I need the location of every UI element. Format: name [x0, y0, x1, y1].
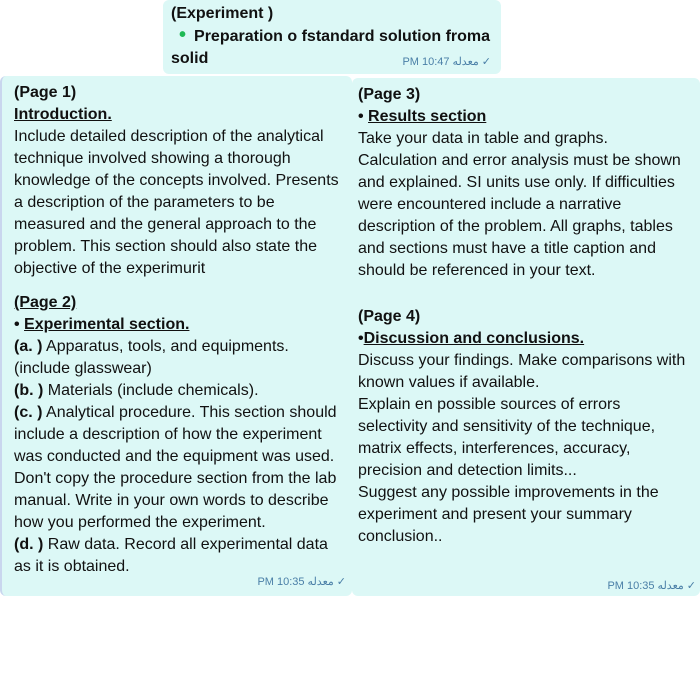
results-line: were encountered include a narrative [358, 196, 622, 213]
item-c [14, 402, 340, 424]
discussion-line: selectivity and sensitivity of the technique, [358, 418, 656, 435]
experimental-heading [14, 314, 340, 336]
item-d-label: (d. ) [14, 536, 44, 553]
message-time: PM 10:35 [257, 575, 305, 588]
bullet-text-continued: solid [171, 50, 209, 67]
discussion-heading-text: Discussion and conclusions. [363, 330, 585, 347]
sent-check-icon: ✓ [481, 56, 491, 68]
experimental-heading-text: Experimental section. [24, 316, 190, 333]
item-a-continued: (include glasswear) [14, 360, 152, 377]
intro-line: objective of the experimurit [14, 260, 206, 277]
message-time: PM 10:35 [607, 579, 655, 592]
heading-bullet-icon: • [358, 330, 364, 347]
message-meta [402, 55, 491, 68]
experiment-title: (Experiment ) [171, 5, 274, 22]
item-a-text: Apparatus, tools, and equipments. [42, 338, 289, 355]
edited-label: معدله [307, 576, 334, 588]
item-a-label: (a. ) [14, 338, 43, 355]
item-c-line: include a description of how the experiment [14, 426, 322, 443]
item-c-line: Don't copy the procedure section from the lab [14, 470, 337, 487]
item-a [14, 336, 340, 358]
results-heading [358, 106, 694, 128]
message-bubble-pages-3-4[interactable] [352, 78, 700, 596]
page1-label: (Page 1) [14, 84, 77, 101]
results-line: Calculation and error analysis must be shown [358, 152, 681, 169]
message-bubble-pages-1-2[interactable] [0, 76, 352, 596]
discussion-line: conclusion.. [358, 528, 443, 545]
item-d-text: Raw data. Record all experimental data [43, 536, 328, 553]
page4-label: (Page 4) [358, 308, 421, 325]
introduction-body [14, 126, 340, 280]
page3-label: (Page 3) [358, 86, 421, 103]
intro-line: knowledge of the concepts involved. Presents [14, 172, 339, 189]
item-c-line: how you performed the experiment. [14, 514, 266, 531]
discussion-line: Suggest any possible improvements in the [358, 484, 659, 501]
item-c-line: manual. Write in your own words to describe [14, 492, 329, 509]
results-line: and explained. SI units use only. If difficulties [358, 174, 675, 191]
intro-line: Include detailed description of the analytical [14, 128, 324, 145]
discussion-line: Explain en possible sources of errors [358, 396, 621, 413]
discussion-heading [358, 328, 694, 350]
item-c-line: was conducted and the equipment was used. [14, 448, 335, 465]
item-d [14, 534, 340, 556]
results-line: description of the problem. All graphs, tables [358, 218, 673, 235]
intro-line: a description of the parameters to be [14, 194, 275, 211]
page2-label: (Page 2) [14, 294, 77, 311]
intro-line: problem. This section should also state the [14, 238, 317, 255]
item-d-continued: as it is obtained. [14, 558, 130, 575]
message-bubble-experiment[interactable] [163, 0, 501, 74]
message-meta [607, 579, 696, 592]
item-b-label: (b. ) [14, 382, 44, 399]
discussion-line: known values if available. [358, 374, 540, 391]
heading-bullet-icon: • [358, 108, 369, 125]
item-b-text: Materials (include chemicals). [43, 382, 259, 399]
bullet-item [171, 24, 493, 48]
edited-label: معدله [657, 580, 684, 592]
bullet-text: Preparation o fstandard solution froma [194, 28, 491, 45]
discussion-line: matrix effects, interferences, accuracy, [358, 440, 631, 457]
results-line: and sections must have a title caption and [358, 240, 656, 257]
message-meta [257, 575, 346, 588]
item-b [14, 380, 340, 402]
discussion-line: experiment and present your summary [358, 506, 632, 523]
discussion-body [358, 350, 694, 548]
sent-check-icon: ✓ [336, 576, 346, 588]
item-c-label: (c. ) [14, 404, 43, 421]
intro-line: technique involved showing a thorough [14, 150, 291, 167]
item-c-text: Analytical procedure. This section should [42, 404, 337, 421]
results-body [358, 128, 694, 282]
sent-check-icon: ✓ [686, 580, 696, 592]
edited-label: معدله [452, 56, 479, 68]
heading-bullet-icon: • [14, 316, 25, 333]
discussion-line: precision and detection limits... [358, 462, 577, 479]
results-line: Take your data in table and graphs. [358, 130, 608, 147]
results-line: should be referenced in your text. [358, 262, 596, 279]
discussion-line: Discuss your findings. Make comparisons with [358, 352, 686, 369]
results-heading-text: Results section [368, 108, 487, 125]
bullet-dot-icon: • [179, 24, 187, 46]
intro-line: measured and the general approach to the [14, 216, 317, 233]
message-time: PM 10:47 [402, 55, 450, 68]
introduction-heading: Introduction. [14, 106, 112, 123]
